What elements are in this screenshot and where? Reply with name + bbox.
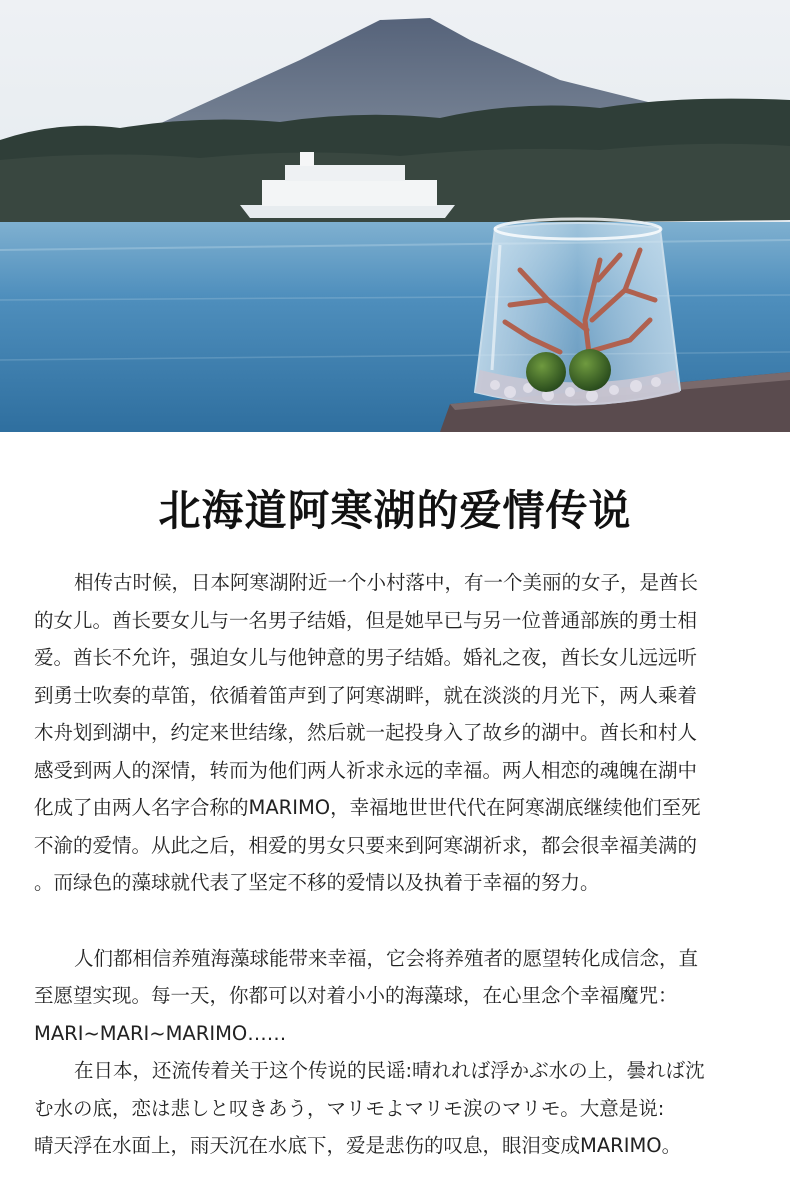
text-line: MARI~MARI~MARIMO…… — [34, 1021, 287, 1045]
paragraph-folk-song-cont — [34, 1090, 756, 1165]
article-body — [0, 542, 790, 1165]
paragraph-gap — [34, 902, 756, 940]
paragraph-legend-cont — [34, 602, 756, 902]
text-line: 至愿望实现。每一天，你都可以对着小小的海藻球，在心里念个幸福魔咒： — [34, 984, 678, 1007]
text-line: 。而绿色的藻球就代表了坚定不移的爱情以及执着于幸福的努力。 — [34, 871, 600, 894]
lake-marimo-illustration — [0, 0, 790, 432]
text-line: 爱。酋长不允许，强迫女儿与他钟意的男子结婚。婚礼之夜，酋长女儿远远听 — [34, 646, 698, 669]
paragraph-legend — [34, 564, 756, 602]
glass-jar — [475, 219, 680, 405]
text-line: 在日本，还流传着关于这个传说的民谣:晴れれば浮かぶ水の上，曇れば沈 — [74, 1059, 705, 1082]
marimo-ball-icon — [526, 352, 566, 392]
text-line: 感受到两人的深情，转而为他们两人祈求永远的幸福。两人相恋的魂魄在湖中 — [34, 758, 698, 782]
paragraph-folk-song — [34, 1052, 756, 1090]
text-line: 人们都相信养殖海藻球能带来幸福，它会将养殖者的愿望转化成信念，直 — [74, 946, 699, 970]
paragraph-belief — [34, 940, 756, 978]
text-line: 木舟划到湖中，约定来世结缘，然后就一起投身入了故乡的湖中。酋长和村人 — [34, 721, 698, 744]
text-line: 的女儿。酋长要女儿与一名男子结婚，但是她早已与另一位普通部族的勇士相 — [34, 608, 698, 632]
text-line: 晴天浮在水面上，雨天沉在水底下，爱是悲伤的叹息，眼泪变成MARIMO。 — [34, 1134, 682, 1157]
text-line: 相传古时候，日本阿寒湖附近一个小村落中，有一个美丽的女子，是酋长 — [74, 571, 699, 594]
text-line: 到勇士吹奏的草笛，依循着笛声到了阿寒湖畔，就在淡淡的月光下，两人乘着 — [34, 683, 698, 707]
paragraph-belief-cont — [34, 977, 756, 1052]
marimo-ball-icon — [569, 349, 611, 391]
text-line: む水の底，恋は悲しと叹きあう，マリモよマリモ涙のマリモ。大意是说: — [34, 1096, 665, 1120]
text-line: 化成了由两人名字合称的MARIMO，幸福地世世代代在阿寒湖底继续他们至死 — [34, 796, 701, 819]
page-title: 北海道阿寒湖的爱情传说 — [158, 486, 632, 535]
hero-photo — [0, 0, 790, 432]
text-line: 不渝的爱情。从此之后，相爱的男女只要来到阿寒湖祈求，都会很幸福美满的 — [34, 833, 698, 857]
